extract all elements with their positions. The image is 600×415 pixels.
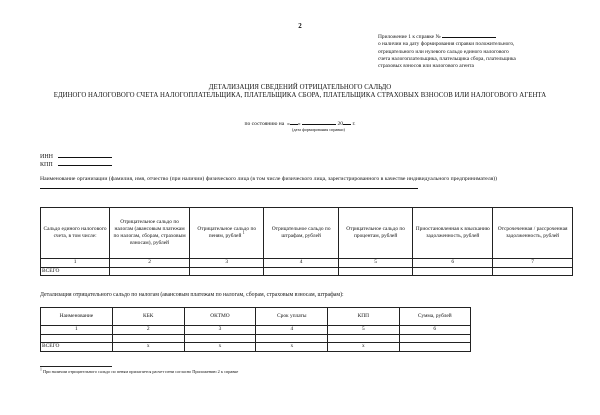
month-line	[302, 119, 336, 125]
number-cell: 1	[41, 259, 110, 268]
inn-line	[58, 152, 112, 158]
table-header-row	[41, 308, 471, 326]
header-cell: Отрицательное сальдо по пеням, рублей $^1$	[189, 208, 263, 259]
number-cell: 6	[399, 326, 470, 335]
footnote-divider	[40, 366, 112, 367]
empty-cell	[493, 267, 573, 276]
year-prefix: 20	[337, 121, 344, 127]
year-suffix: г.	[352, 121, 356, 127]
x-mark-cell: x	[256, 343, 328, 352]
empty-cell	[41, 334, 113, 343]
kpp-field	[40, 160, 112, 168]
appendix-line: страховых взносов или налогового агента	[378, 63, 474, 70]
number-cell: 1	[41, 326, 113, 335]
empty-cell	[413, 267, 493, 276]
empty-cell	[184, 334, 256, 343]
footnote	[40, 369, 238, 374]
x-mark-cell: x	[112, 343, 184, 352]
empty-cell	[328, 334, 399, 343]
year-line	[343, 119, 351, 125]
header-cell: Наименование	[41, 308, 113, 326]
footnote-mark: 1	[242, 231, 245, 236]
saldo-table	[40, 207, 573, 276]
header-cell: Отрицательное сальдо по процентам, рублей	[338, 208, 412, 259]
table-total-row	[41, 267, 573, 276]
appendix-header	[378, 32, 590, 70]
kpp-label: КПП	[40, 162, 53, 168]
table-total-row	[41, 343, 471, 352]
total-label: ВСЕГО	[41, 343, 113, 352]
header-cell: Отрицательное сальдо по штрафам, рублей	[264, 208, 338, 259]
org-name-label: Наименование организации (фамилия, имя, отчество (при наличии) физического лица (в том числе физического лица, зарегистрированного в качестве индивидуального предпринимателя))	[40, 176, 498, 182]
header-cell: Отсрочеченная / рассроченная задолженность, рублей	[493, 208, 573, 259]
open-quote: «	[287, 121, 290, 127]
header-cell: Сумма, рублей	[399, 308, 470, 326]
footnote-text: При наличии отрицательного сальдо по пеням прилагается расчет пени согласно Приложению 2 к справке	[42, 369, 239, 374]
table-header-row	[41, 208, 573, 259]
org-name-field	[40, 176, 573, 193]
number-cell: 4	[256, 326, 328, 335]
appendix-title: Приложение 1 к справке №	[378, 34, 441, 40]
date-hint: (дата формирования справки)	[292, 127, 345, 132]
header-cell: КБК	[112, 308, 184, 326]
header-cell: ОКТМО	[184, 308, 256, 326]
empty-cell	[399, 343, 470, 352]
header-cell: КПП	[328, 308, 399, 326]
number-cell: 5	[328, 326, 399, 335]
number-cell: 3	[189, 259, 263, 268]
empty-cell	[338, 267, 412, 276]
empty-cell	[110, 267, 190, 276]
table-row	[41, 334, 471, 343]
page-number: 2	[298, 22, 302, 30]
number-cell: 4	[264, 259, 338, 268]
header-cell: Отрицательное сальдо по налогам (авансовым платежам по налогам, сборам, страховым взносам), рублей	[110, 208, 190, 259]
org-name-line	[40, 183, 418, 189]
empty-cell	[399, 334, 470, 343]
title-line-2: ЕДИНОГО НАЛОГОВОГО СЧЕТА НАЛОГОПЛАТЕЛЬЩИКА, ПЛАТЕЛЬЩИКА СБОРА, ПЛАТЕЛЬЩИКА СТРАХОВЫХ ВЗНОСОВ ИЛИ НАЛОГОВОГО АГЕНТА	[53, 92, 547, 100]
header-cell: Приостановленная к взысканию задолженность, рублей	[413, 208, 493, 259]
number-cell: 5	[338, 259, 412, 268]
header-cell: Срок уплаты	[256, 308, 328, 326]
x-mark-cell: x	[328, 343, 399, 352]
number-cell: 2	[112, 326, 184, 335]
x-mark-cell: x	[184, 343, 256, 352]
total-label: ВСЕГО	[41, 267, 110, 276]
tax-detail-table	[40, 307, 471, 352]
footnote-mark: 1	[40, 367, 42, 372]
header-cell: Сальдо единого налогового счета, в том числе:	[41, 208, 110, 259]
day-line	[290, 119, 298, 125]
number-cell: 2	[110, 259, 190, 268]
table-number-row	[41, 259, 573, 268]
title-line-1: ДЕТАЛИЗАЦИЯ СВЕДЕНИЙ ОТРИЦАТЕЛЬНОГО САЛЬДО	[208, 84, 392, 91]
appendix-line: отрицательного или нулевого сальдо единого налогового	[378, 48, 509, 55]
kpp-line	[58, 160, 112, 166]
certificate-number-line	[442, 32, 496, 38]
appendix-line: счета налогоплательщика, плательщика сбора, плательщика	[378, 55, 516, 62]
number-cell: 3	[184, 326, 256, 335]
table-number-row	[41, 326, 471, 335]
empty-cell	[256, 334, 328, 343]
document-title	[20, 84, 580, 100]
appendix-line: о наличии на дату формирования справки положительного,	[378, 41, 515, 48]
inn-field	[40, 152, 112, 160]
inn-label: ИНН	[40, 154, 53, 160]
close-quote: »	[297, 121, 301, 127]
empty-cell	[189, 267, 263, 276]
empty-cell	[264, 267, 338, 276]
section2-title: Детализация отрицательного сальдо по налогам (авансовым платежам по налогам, сборам, страховым взносам, штрафам):	[40, 292, 344, 298]
date-line	[0, 119, 600, 127]
number-cell: 7	[493, 259, 573, 268]
number-cell: 6	[413, 259, 493, 268]
date-prefix: по состоянию на	[244, 121, 285, 127]
empty-cell	[112, 334, 184, 343]
